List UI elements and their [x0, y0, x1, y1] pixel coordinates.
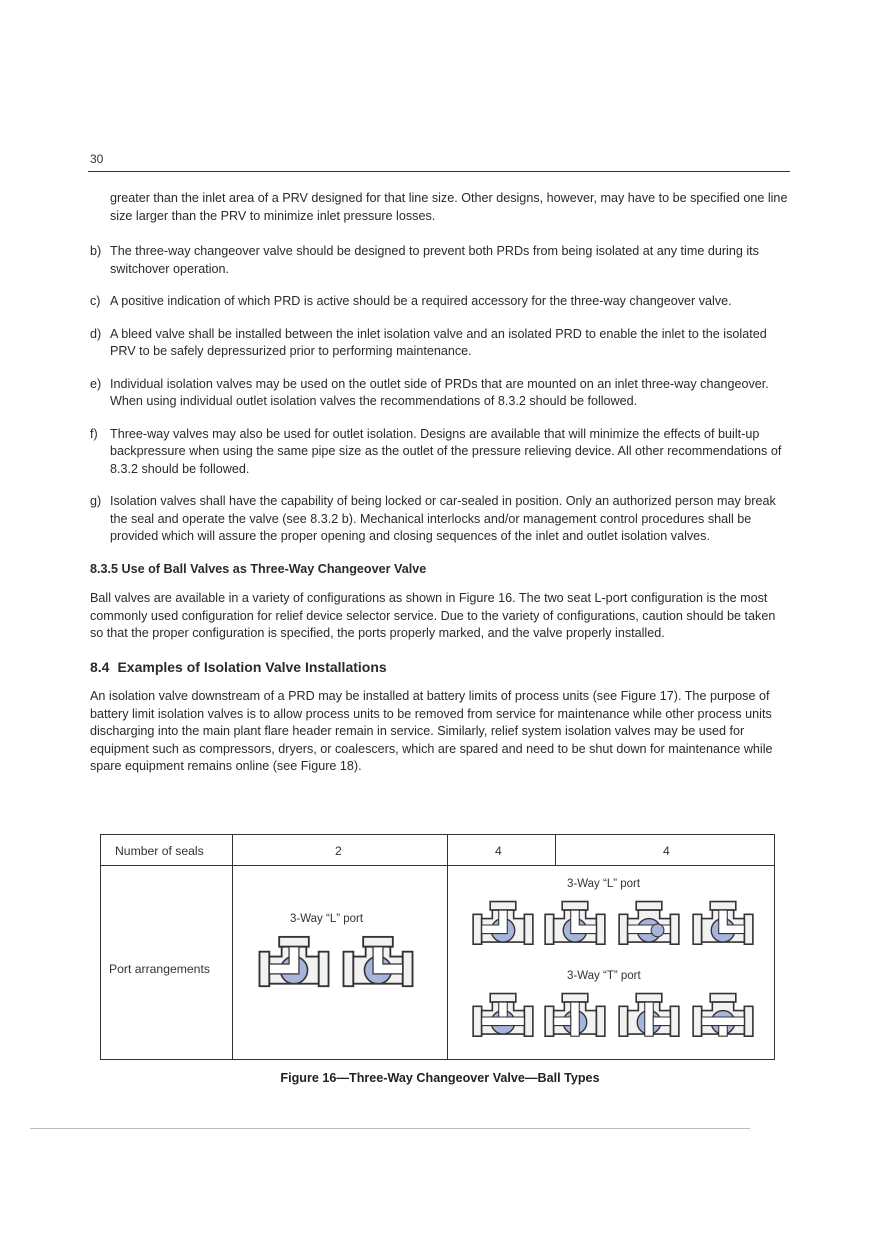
list-item: [90, 376, 790, 411]
ball-valve-illustration: [617, 991, 681, 1043]
seals-value-4b: 4: [663, 844, 670, 858]
list-item-label: d): [90, 326, 102, 341]
list-item: [90, 493, 790, 546]
recommendation-list: [90, 243, 790, 546]
section-84-body: An isolation valve downstream of a PRD may be installed at battery limits of process units (see Figure 17). The purpose of battery limit isolation valves is to allow process units to be removed from service for maintenance while other process units discharging into the main plant flare header remain in service. Similarly, relief system isolation valves may be used for equipment such as compressors, dryers, or coalescers, which are spared and need to be shut down for maintenance while spare equipment remains online (see Figure 18).: [90, 689, 773, 773]
footer-rule: [30, 1128, 750, 1129]
page-number: 30: [90, 152, 104, 166]
list-item-text: Individual isolation valves may be used on the outlet side of PRDs that are mounted on an inlet three-way changeover. When using individual outlet isolation valves the recommendations of 8.3.2 should be followed.: [110, 376, 769, 408]
ports-row-label: Port arrangements: [109, 962, 210, 976]
ball-valve-illustration: [543, 991, 607, 1043]
l-port-label-two-seal: 3-Way “L” port: [290, 913, 364, 925]
list-item-label: f): [90, 426, 98, 441]
list-item-text: The three-way changeover valve should be designed to prevent both PRDs from being isolated at any time during its switchover operation.: [110, 244, 759, 276]
section-84-number: 8.4: [90, 658, 110, 675]
table-divider: [232, 835, 233, 1059]
t-port-label: 3-Way “T” port: [567, 970, 641, 982]
ball-valve-illustration: [691, 991, 755, 1043]
ball-valve-illustration: [257, 933, 331, 995]
list-item-text: A positive indication of which PRD is active should be a required accessory for the three-way changeover valve.: [110, 294, 732, 308]
list-item-label: b): [90, 244, 102, 258]
figure-16-table: [100, 834, 775, 1060]
section-835-heading: 8.3.5 Use of Ball Valves as Three-Way Changeover Valve: [90, 561, 427, 576]
section-84-title: Examples of Isolation Valve Installations: [117, 658, 387, 675]
seals-value-2: 2: [335, 844, 342, 858]
ball-valve-illustration: [471, 899, 535, 951]
l-port-label-four-seal: 3-Way “L” port: [567, 878, 641, 890]
list-item: [90, 326, 790, 361]
ball-valve-illustration: [617, 899, 681, 951]
table-divider: [447, 835, 448, 1059]
list-item-label: e): [90, 376, 102, 391]
list-item-text: A bleed valve shall be installed between the inlet isolation valve and an isolated PRD to enable the inlet to the isolated PRV to be safely depressurized prior to performing maintenance.: [110, 326, 767, 358]
seals-value-4a: 4: [495, 844, 502, 858]
ball-valve-illustration: [471, 991, 535, 1043]
seals-row-label: Number of seals: [115, 844, 204, 858]
section-835-body: Ball valves are available in a variety of configurations as shown in Figure 16. The two seat L-port configuration is the most commonly used configuration for relief device selector service. Due to the variety of configurations, caution should be taken so that the proper configuration is specified, the ports properly marked, and the valve properly installed.: [90, 591, 776, 640]
list-item-text: Three-way valves may also be used for outlet isolation. Designs are available that will minimize the effects of built-up backpressure when using the same pipe size as the outlet of the pressure relieving device. All other recommendations of 8.3.2 should be followed.: [110, 426, 782, 476]
list-item-label: c): [90, 294, 101, 308]
list-item: [90, 426, 790, 479]
main-content: [90, 190, 790, 792]
section-84-heading: [90, 659, 790, 677]
table-divider: [555, 835, 556, 866]
list-item-label: g): [90, 494, 102, 508]
list-item: [90, 243, 790, 278]
figure-16-caption: Figure 16—Three-Way Changeover Valve—Ball Types: [280, 1071, 600, 1085]
header-rule: [88, 171, 790, 172]
ball-valve-illustration: [543, 899, 607, 951]
ball-valve-illustration: [341, 933, 415, 995]
ball-valve-illustration: [691, 899, 755, 951]
table-divider: [101, 865, 774, 866]
continuation-paragraph: greater than the inlet area of a PRV designed for that line size. Other designs, however, may have to be specified one line size larger than the PRV to minimize inlet pressure losses.: [110, 191, 788, 223]
list-item-text: Isolation valves shall have the capability of being locked or car-sealed in position. Only an authorized person may break the seal and operate the valve (see 8.3.2 b). Mechanical interlocks and/or management control procedures shall be provided which will assure the proper opening and closing sequences of the inlet and outlet isolation valves.: [110, 494, 776, 543]
list-item: [90, 293, 790, 311]
